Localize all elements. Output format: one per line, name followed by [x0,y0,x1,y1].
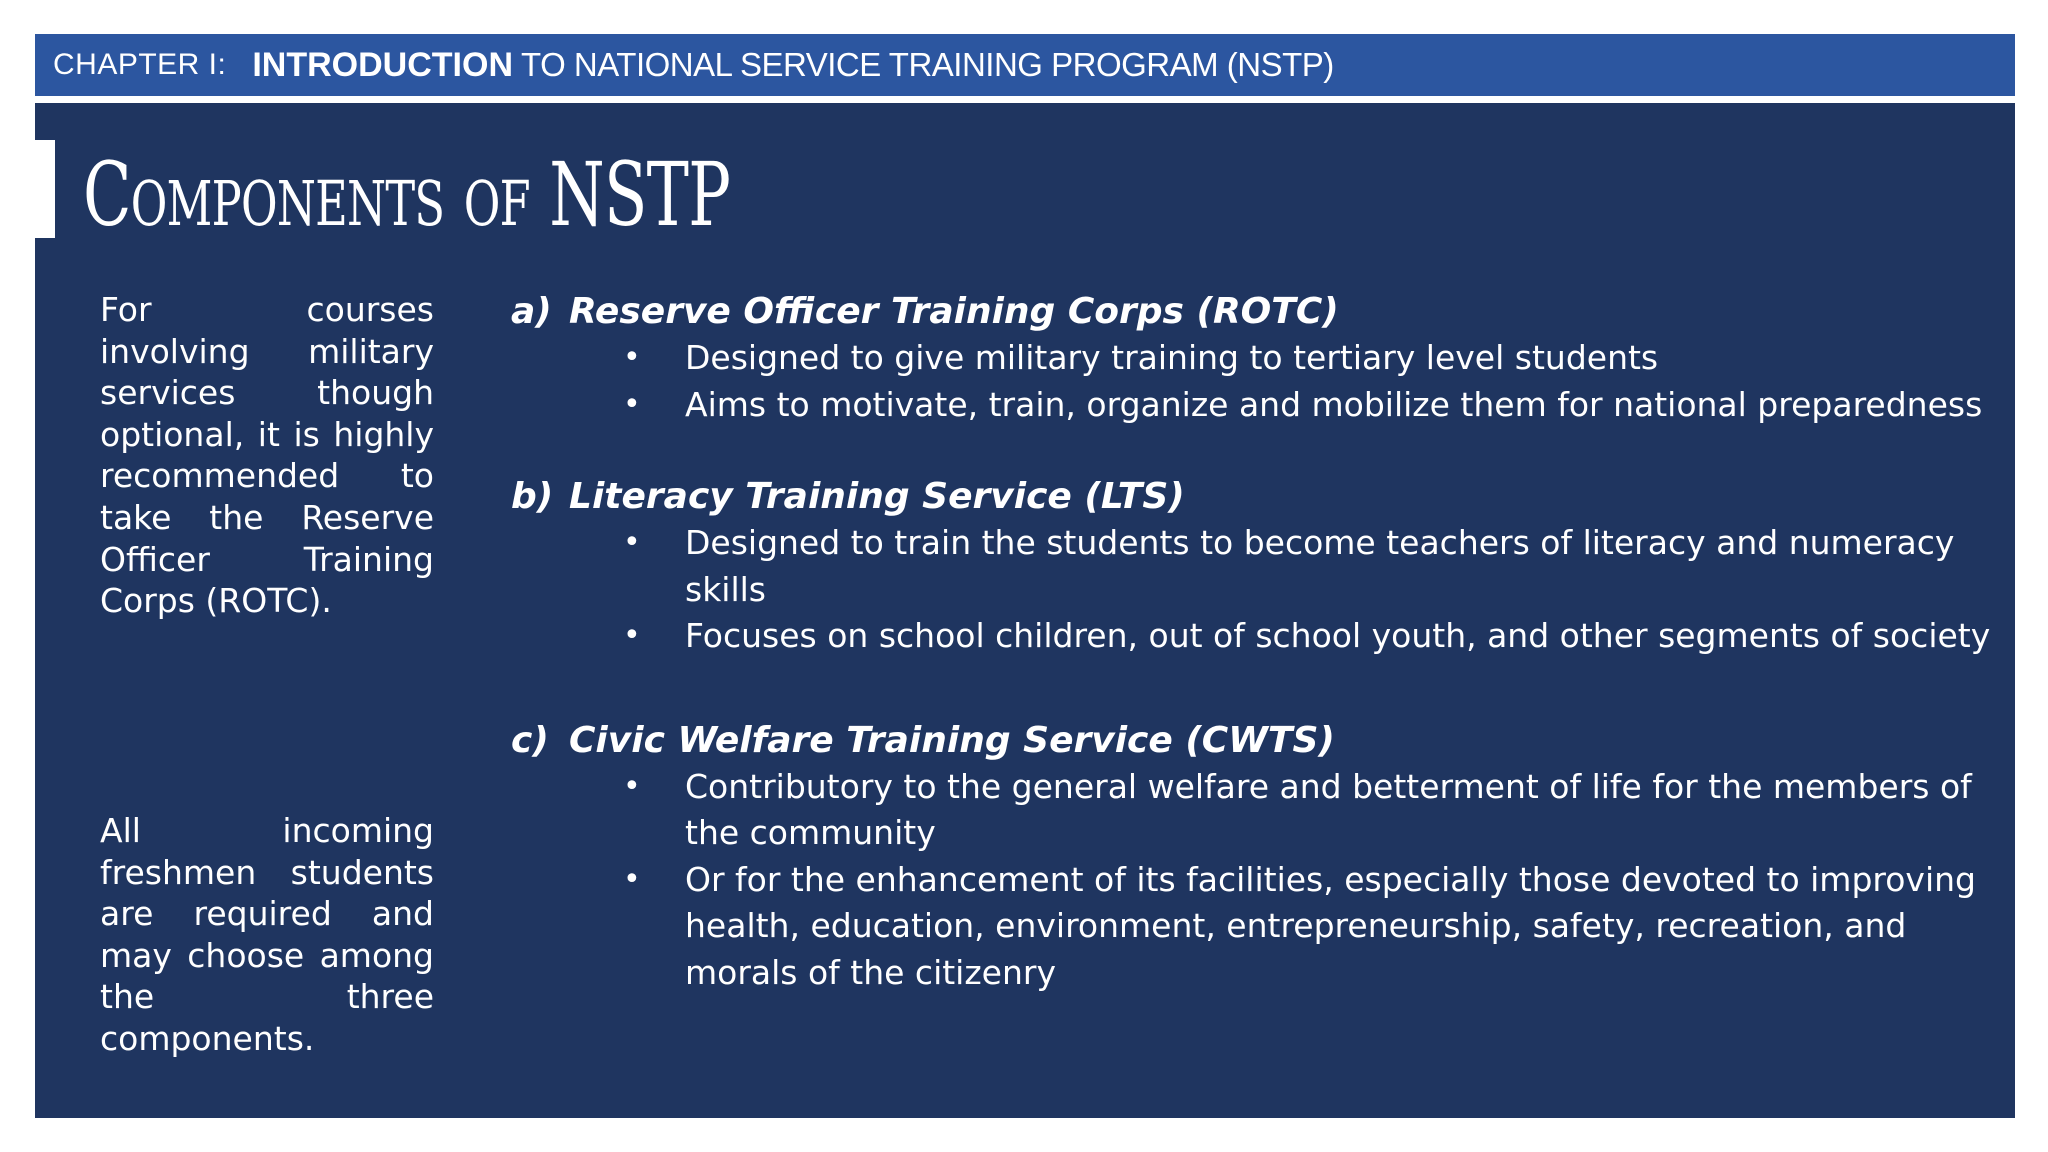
bullet-icon: • [623,525,641,560]
bullet-text: Designed to train the students to become teachers of literacy and numeracy skills [685,523,1955,609]
components-list [511,289,2011,996]
chapter-title-bold: INTRODUCTION [252,45,514,84]
chapter-header [35,34,2015,96]
bullet-list [511,335,2011,428]
side-note-rotc: For courses involving military services though optional, it is highly recommended to take the Reserve Officer Training Corps (ROTC). [100,290,434,621]
bullet-text: Focuses on school children, out of school youth, and other segments of society [685,616,1991,655]
bullet-icon: • [623,861,641,897]
chapter-title-rest: TO NATIONAL SERVICE TRAINING PROGRAM (NSTP) [521,46,1334,83]
bullet-text: Designed to give military training to tertiary level students [685,338,1659,377]
bullet-icon: • [623,768,641,804]
list-item [511,857,1991,997]
bullet-list [511,520,2011,660]
bullet-list [511,764,2011,997]
chapter-label: CHAPTER I: [53,48,227,81]
component-letter: a) [511,291,552,332]
bullet-icon: • [623,618,641,653]
list-item [511,520,1991,613]
list-item [511,764,1991,857]
component-name: Literacy Training Service (LTS) [569,476,1185,517]
component-cwts [511,718,2011,997]
component-name: Civic Welfare Training Service (CWTS) [569,719,1335,761]
bullet-icon: • [623,340,641,375]
slide-title: Components of NSTP [83,143,731,246]
component-name: Reserve Officer Training Corps (ROTC) [569,291,1339,332]
list-item [511,613,1991,660]
component-heading [511,289,2011,335]
component-letter: b) [511,476,554,517]
component-letter: c) [511,719,549,761]
content-panel [35,103,2015,1118]
side-note-freshmen: All incoming freshmen students are required and may choose among the three components. [100,811,434,1058]
component-heading [511,474,2011,520]
list-item [511,335,1991,382]
list-item [511,382,1991,429]
bullet-text: Or for the enhancement of its facilities, especially those devoted to improving health, education, environment, entrepreneurship, safety, recreation, and morals of the citizenry [685,859,1976,992]
bullet-icon: • [623,386,641,422]
component-rotc [511,289,2011,428]
title-accent-bar [35,140,55,238]
bullet-text: Aims to motivate, train, organize and mobilize them for national preparedness [685,384,1983,424]
component-lts [511,474,2011,660]
bullet-text: Contributory to the general welfare and betterment of life for the members of the community [685,766,1972,852]
component-heading [511,718,2011,764]
